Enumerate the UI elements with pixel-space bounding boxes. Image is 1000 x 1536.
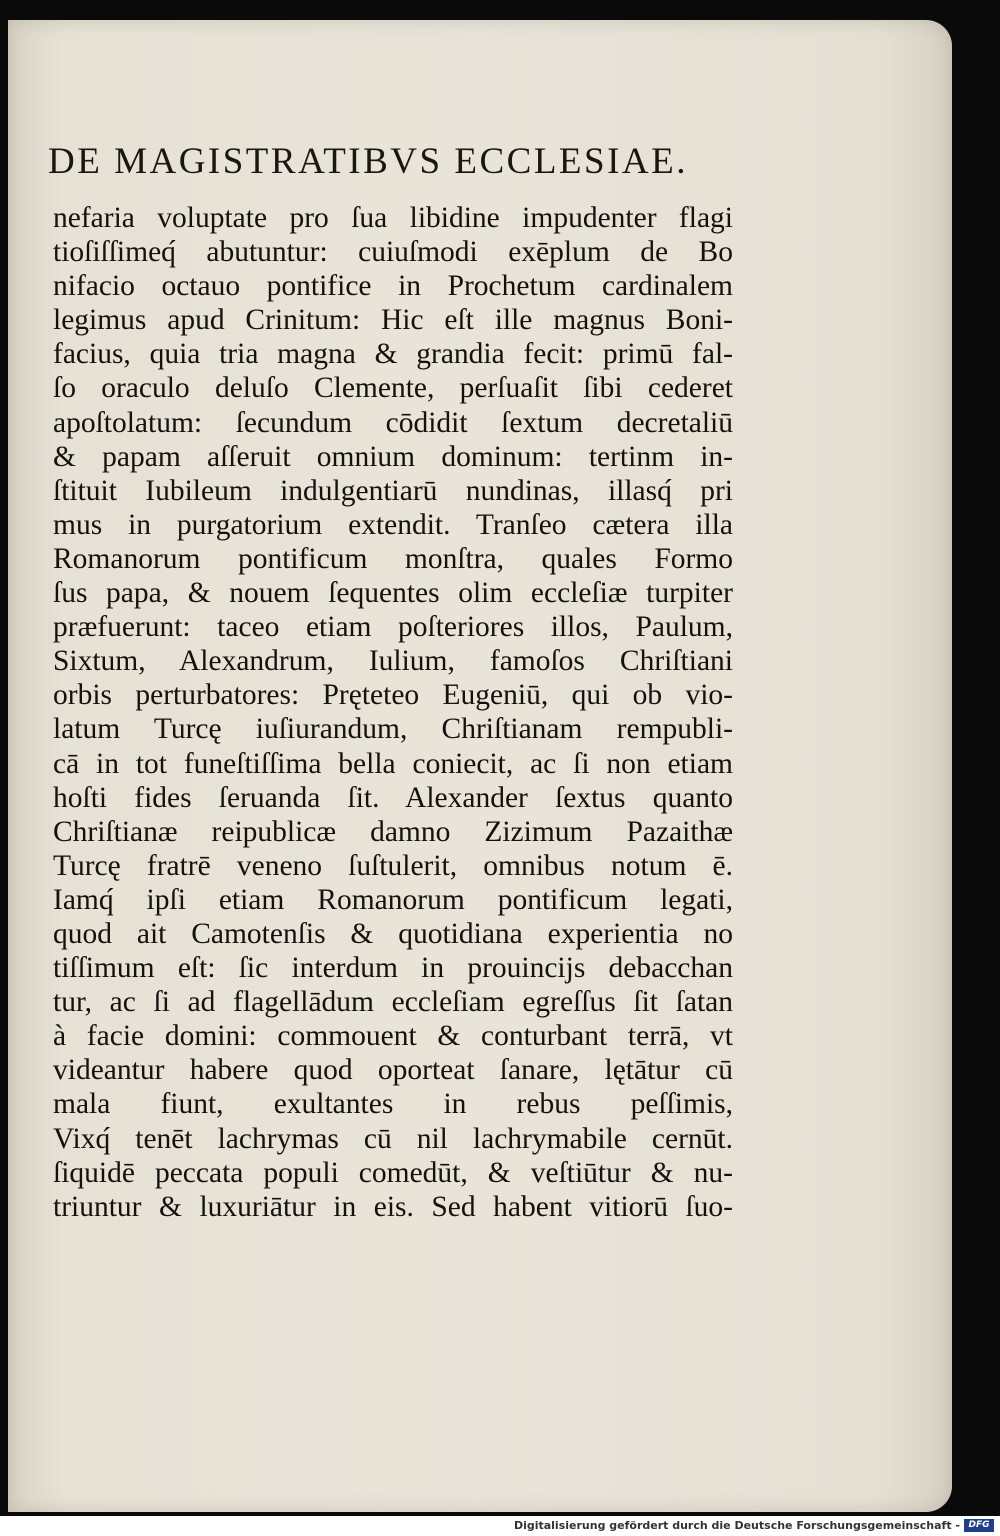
text-line: hoſti fides ſeruanda ſit. Alexander ſextus quanto <box>53 781 733 814</box>
text-line: ſus papa, & nouem ſequentes olim eccleſiæ turpiter <box>53 577 733 610</box>
text-line: Vixq́ tenēt lachrymas cū nil lachrymabile cernūt. <box>53 1122 733 1155</box>
text-line: cā in tot funeſtiſſima bella coniecit, ac ſi non etiam <box>53 747 733 780</box>
text-line: mus in purgatorium extendit. Tranſeo cætera illa <box>53 508 733 541</box>
dfg-logo: DFG <box>964 1519 994 1532</box>
text-line: Sixtum, Alexandrum, Iulium, famoſos Chriſtiani <box>53 645 733 678</box>
text-line: Romanorum pontificum monſtra, quales Formo <box>53 542 733 575</box>
text-line: latum Turcę iuſiurandum, Chriſtianam rempubli- <box>53 713 733 746</box>
text-line: facius, quia tria magna & grandia fecit: primū fal- <box>53 338 733 371</box>
text-line: Turcę fratrē veneno ſuſtulerit, omnibus notum ē. <box>53 849 733 882</box>
text-line: apoſtolatum: ſecundum cōdidit ſextum decretaliū <box>53 406 733 439</box>
text-line: præfuerunt: taceo etiam poſteriores illos, Paulum, <box>53 611 733 644</box>
text-line: videantur habere quod oporteat ſanare, lętātur cū <box>53 1054 733 1087</box>
body-text <box>53 201 733 1224</box>
text-line: tur, ac ſi ad flagellādum eccleſiam egreſſus ſit ſatan <box>53 986 733 1019</box>
running-head: DE MAGISTRATIBVS ECCLESIAE. <box>48 141 688 182</box>
text-line: orbis perturbatores: Pręteteo Eugeniū, qui ob vio- <box>53 679 733 712</box>
digitization-credit: Digitalisierung gefördert durch die Deutsche Forschungsgemeinschaft - <box>513 1519 960 1532</box>
text-line: ſo oraculo deluſo Clemente, perſuaſit ſibi cederet <box>53 372 733 405</box>
text-line: quod ait Camotenſis & quotidiana experientia no <box>53 917 733 950</box>
text-line: à facie domini: commouent & conturbant terrā, vt <box>53 1020 733 1053</box>
text-line: triuntur & luxuriātur in eis. Sed habent vitiorū ſuo- <box>53 1190 733 1223</box>
text-line: Iamq́ ipſi etiam Romanorum pontificum legati, <box>53 883 733 916</box>
book-page <box>8 20 952 1512</box>
text-line: nefaria voluptate pro ſua libidine impudenter flagi <box>53 202 733 234</box>
text-line: ſiquidē peccata populi comedūt, & veſtiūtur & nu- <box>53 1156 733 1189</box>
text-line: legimus apud Crinitum: Hic eſt ille magnus Boni- <box>53 304 733 337</box>
text-line: tiſſimum eſt: ſic interdum in prouincijs debacchan <box>53 952 733 985</box>
text-line: tioſiſſimeq́ abutuntur: cuiuſmodi exēplum de Bo <box>53 236 733 269</box>
text-line: nifacio octauo pontifice in Prochetum cardinalem <box>53 270 733 303</box>
text-line: & papam aſſeruit omnium dominum: tertinm in- <box>53 440 733 473</box>
text-line: ſtituit Iubileum indulgentiarū nundinas, illasq́ pri <box>53 474 733 507</box>
text-line: mala fiunt, exultantes in rebus peſſimis, <box>53 1088 733 1121</box>
text-line: Chriſtianæ reipublicæ damno Zizimum Pazaithæ <box>53 815 733 848</box>
